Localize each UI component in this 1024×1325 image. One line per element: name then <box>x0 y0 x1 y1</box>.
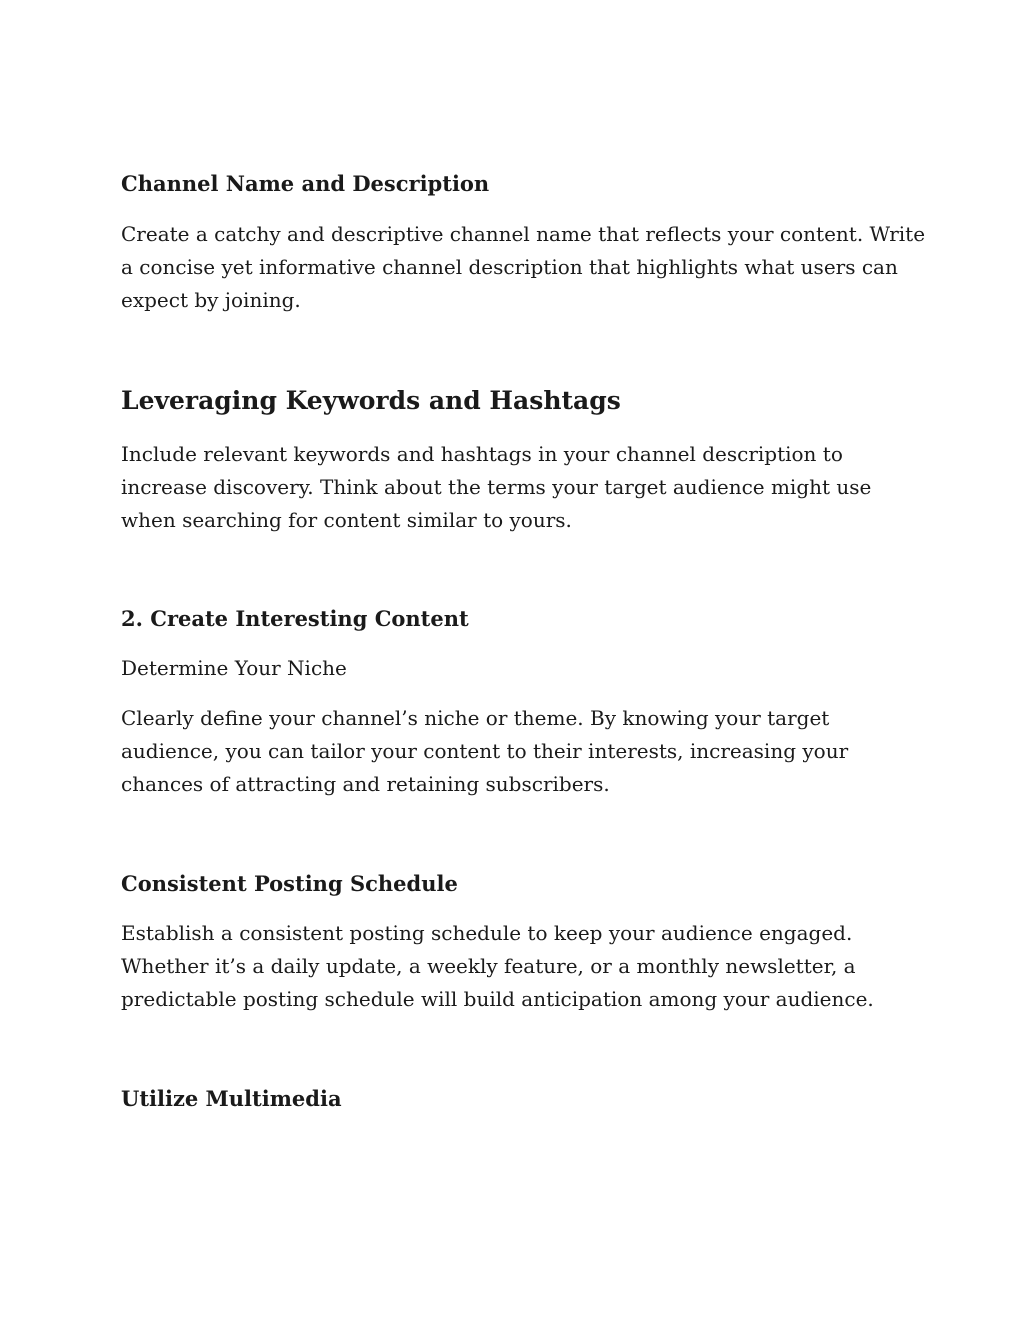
section-body-channel-name <box>121 218 926 317</box>
body-line: Clearly define your channel’s niche or theme. By knowing your target <box>121 706 830 730</box>
body-line: increase discovery. Think about the terms your target audience might use <box>121 475 872 499</box>
section-heading-posting-schedule: Consistent Posting Schedule <box>121 871 458 896</box>
body-line: when searching for content similar to yours. <box>121 508 572 532</box>
body-line: Create a catchy and descriptive channel name that reflects your content. Write <box>121 222 926 246</box>
body-line: Include relevant keywords and hashtags in your channel description to <box>121 442 843 466</box>
section-heading-channel-name: Channel Name and Description <box>121 171 490 196</box>
body-line: audience, you can tailor your content to their interests, increasing your <box>121 739 849 763</box>
section-body-keywords <box>121 438 906 537</box>
body-line: expect by joining. <box>121 288 301 312</box>
body-line: Establish a consistent posting schedule to keep your audience engaged. <box>121 921 853 945</box>
section-heading-keywords: Leveraging Keywords and Hashtags <box>121 386 621 415</box>
body-line: Whether it’s a daily update, a weekly feature, or a monthly newsletter, a <box>121 954 856 978</box>
body-line: chances of attracting and retaining subscribers. <box>121 772 610 796</box>
section-body-niche <box>121 702 906 801</box>
body-line: a concise yet informative channel description that highlights what users can <box>121 255 898 279</box>
section-heading-create-content: 2. Create Interesting Content <box>121 606 469 631</box>
section-heading-multimedia: Utilize Multimedia <box>121 1086 342 1111</box>
body-line: predictable posting schedule will build anticipation among your audience. <box>121 987 874 1011</box>
section-body-posting-schedule <box>121 917 906 1016</box>
section-subheading-niche: Determine Your Niche <box>121 656 347 680</box>
